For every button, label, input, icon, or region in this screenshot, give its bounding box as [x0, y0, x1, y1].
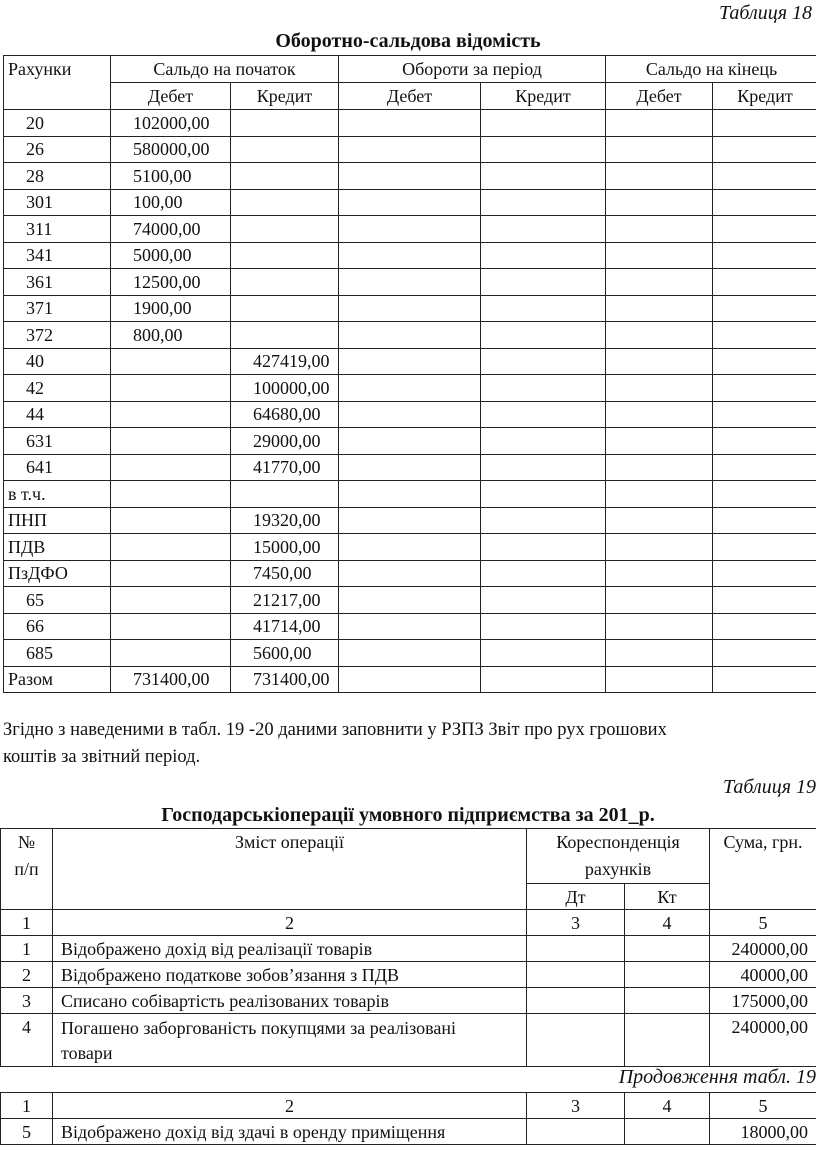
table-row [4, 189, 816, 216]
table-19-label: Таблиця 19 [723, 776, 816, 798]
closing-credit-cell [713, 163, 816, 190]
index-cell: 3 [527, 1093, 625, 1119]
account-cell: 28 [4, 163, 111, 190]
table-18-label: Таблиця 18 [719, 2, 812, 24]
row-dt [527, 1119, 625, 1145]
row-kt [625, 1014, 710, 1067]
table-row [4, 110, 816, 137]
turnover-credit-cell [481, 189, 606, 216]
opening-credit-cell [231, 189, 339, 216]
opening-debit-cell [111, 587, 231, 614]
row-number: 3 [1, 988, 53, 1014]
table-row [4, 401, 816, 428]
index-cell: 1 [1, 1093, 53, 1119]
row-number: 1 [1, 936, 53, 962]
row-content: Відображено дохід від здачі в оренду приміщення [53, 1119, 527, 1145]
turnover-debit-cell [339, 189, 481, 216]
opening-credit-cell: 7450,00 [231, 560, 339, 587]
account-cell: 65 [4, 587, 111, 614]
table-row [4, 507, 816, 534]
table-row [1, 1119, 816, 1145]
closing-debit-cell [606, 613, 713, 640]
closing-credit-cell [713, 110, 816, 137]
index-row [1, 1093, 816, 1119]
header-correspondence-line-2: рахунків [584, 859, 652, 879]
row-content: Відображено податкове зобов’язання з ПДВ [53, 962, 527, 988]
closing-debit-cell [606, 110, 713, 137]
turnover-credit-cell [481, 136, 606, 163]
opening-credit-cell: 21217,00 [231, 587, 339, 614]
instruction-line-1: Згідно з наведеними в табл. 19 -20 даними заповнити у РЗПЗ Звіт про рух грошових [3, 720, 667, 740]
closing-debit-cell [606, 560, 713, 587]
row-number: 2 [1, 962, 53, 988]
closing-credit-cell [713, 401, 816, 428]
turnover-credit-cell [481, 481, 606, 508]
closing-credit-cell [713, 534, 816, 561]
account-cell: ПзДФО [4, 560, 111, 587]
account-cell: ПДВ [4, 534, 111, 561]
opening-debit-cell [111, 375, 231, 402]
opening-credit-cell: 100000,00 [231, 375, 339, 402]
opening-credit-cell [231, 269, 339, 296]
index-cell: 1 [1, 910, 53, 936]
closing-credit-cell [713, 242, 816, 269]
turnover-credit-cell [481, 269, 606, 296]
account-cell: 641 [4, 454, 111, 481]
closing-debit-cell [606, 295, 713, 322]
turnover-credit-cell [481, 348, 606, 375]
table-row [4, 242, 816, 269]
header-correspondence [527, 829, 710, 884]
header-row-1 [1, 829, 816, 884]
account-cell: 26 [4, 136, 111, 163]
account-cell: 685 [4, 640, 111, 667]
closing-debit-cell [606, 507, 713, 534]
closing-debit-cell [606, 401, 713, 428]
header-number [1, 829, 53, 910]
closing-credit-cell [713, 269, 816, 296]
turnover-credit-cell [481, 613, 606, 640]
turnover-debit-cell [339, 640, 481, 667]
account-cell: 371 [4, 295, 111, 322]
row-sum: 18000,00 [710, 1119, 816, 1145]
opening-credit-cell: 427419,00 [231, 348, 339, 375]
opening-debit-cell: 580000,00 [111, 136, 231, 163]
header-row-2 [4, 83, 816, 110]
index-cell: 2 [53, 910, 527, 936]
header-dt: Дт [527, 884, 625, 910]
turnover-debit-cell [339, 401, 481, 428]
index-cell: 3 [527, 910, 625, 936]
turnover-debit-cell [339, 613, 481, 640]
table-row [4, 481, 816, 508]
opening-credit-cell [231, 242, 339, 269]
header-turnover: Обороти за період [339, 56, 606, 83]
turnover-credit-cell [481, 216, 606, 243]
turnover-debit-cell [339, 587, 481, 614]
opening-credit-cell: 731400,00 [231, 666, 339, 693]
row-content: Списано собівартість реалізованих товарів [53, 988, 527, 1014]
account-cell: 20 [4, 110, 111, 137]
header-number-line-1: № [17, 832, 36, 852]
row-number: 5 [1, 1119, 53, 1145]
turnover-credit-cell [481, 242, 606, 269]
header-credit: Кредит [713, 83, 816, 110]
row-content: Відображено дохід від реалізації товарів [53, 936, 527, 962]
closing-debit-cell [606, 534, 713, 561]
row-kt [625, 936, 710, 962]
opening-debit-cell [111, 613, 231, 640]
opening-credit-cell: 41770,00 [231, 454, 339, 481]
header-kt: Кт [625, 884, 710, 910]
row-sum: 240000,00 [710, 1014, 816, 1067]
turnover-credit-cell [481, 163, 606, 190]
table-row [4, 454, 816, 481]
closing-debit-cell [606, 454, 713, 481]
account-cell: 301 [4, 189, 111, 216]
closing-credit-cell [713, 560, 816, 587]
row-kt [625, 962, 710, 988]
turnover-credit-cell [481, 534, 606, 561]
turnover-debit-cell [339, 534, 481, 561]
row-dt [527, 936, 625, 962]
opening-credit-cell: 41714,00 [231, 613, 339, 640]
index-cell: 2 [53, 1093, 527, 1119]
closing-credit-cell [713, 375, 816, 402]
turnover-debit-cell [339, 295, 481, 322]
opening-credit-cell [231, 322, 339, 349]
table-18-title: Оборотно-сальдова відомість [275, 30, 541, 52]
closing-debit-cell [606, 640, 713, 667]
opening-debit-cell [111, 454, 231, 481]
turnover-credit-cell [481, 666, 606, 693]
table-row [1, 936, 816, 962]
account-cell: 44 [4, 401, 111, 428]
table-row [4, 322, 816, 349]
account-cell: 341 [4, 242, 111, 269]
turnover-debit-cell [339, 507, 481, 534]
closing-debit-cell [606, 136, 713, 163]
index-cell: 5 [710, 1093, 816, 1119]
opening-credit-cell: 19320,00 [231, 507, 339, 534]
header-accounts: Рахунки [4, 56, 111, 110]
closing-debit-cell [606, 163, 713, 190]
opening-credit-cell [231, 216, 339, 243]
closing-credit-cell [713, 348, 816, 375]
table-row [4, 348, 816, 375]
table-row [4, 163, 816, 190]
business-operations-continuation-table [0, 1092, 816, 1145]
table-row [4, 375, 816, 402]
opening-debit-cell: 800,00 [111, 322, 231, 349]
opening-debit-cell [111, 481, 231, 508]
table-row [4, 216, 816, 243]
turnover-credit-cell [481, 560, 606, 587]
turnover-debit-cell [339, 163, 481, 190]
turnover-credit-cell [481, 322, 606, 349]
turnover-credit-cell [481, 640, 606, 667]
table-row [4, 587, 816, 614]
turnover-debit-cell [339, 216, 481, 243]
turnover-debit-cell [339, 269, 481, 296]
closing-debit-cell [606, 375, 713, 402]
opening-credit-cell [231, 481, 339, 508]
opening-debit-cell: 74000,00 [111, 216, 231, 243]
turnover-debit-cell [339, 110, 481, 137]
closing-credit-cell [713, 216, 816, 243]
turnover-debit-cell [339, 136, 481, 163]
opening-credit-cell: 15000,00 [231, 534, 339, 561]
opening-debit-cell: 731400,00 [111, 666, 231, 693]
table-19-title: Господарськіоперації умовного підприємства за 201_р. [161, 804, 655, 826]
account-cell: 372 [4, 322, 111, 349]
closing-debit-cell [606, 348, 713, 375]
account-cell: 66 [4, 613, 111, 640]
closing-credit-cell [713, 322, 816, 349]
turnover-debit-cell [339, 242, 481, 269]
opening-debit-cell [111, 348, 231, 375]
turnover-debit-cell [339, 428, 481, 455]
turnover-credit-cell [481, 428, 606, 455]
opening-credit-cell [231, 295, 339, 322]
row-kt [625, 988, 710, 1014]
closing-credit-cell [713, 189, 816, 216]
account-cell: в т.ч. [4, 481, 111, 508]
row-content-line-2: товари [61, 1043, 113, 1063]
account-cell: 40 [4, 348, 111, 375]
opening-debit-cell: 12500,00 [111, 269, 231, 296]
closing-debit-cell [606, 587, 713, 614]
table-row [1, 962, 816, 988]
closing-credit-cell [713, 587, 816, 614]
opening-debit-cell [111, 534, 231, 561]
header-debit: Дебет [339, 83, 481, 110]
table-row [4, 613, 816, 640]
turnover-debit-cell [339, 375, 481, 402]
opening-debit-cell [111, 401, 231, 428]
closing-credit-cell [713, 666, 816, 693]
turnover-debit-cell [339, 348, 481, 375]
row-dt [527, 988, 625, 1014]
closing-credit-cell [713, 428, 816, 455]
opening-credit-cell: 64680,00 [231, 401, 339, 428]
turnover-debit-cell [339, 322, 481, 349]
index-cell: 4 [625, 1093, 710, 1119]
header-credit: Кредит [481, 83, 606, 110]
header-debit: Дебет [111, 83, 231, 110]
closing-debit-cell [606, 481, 713, 508]
account-cell: 311 [4, 216, 111, 243]
closing-debit-cell [606, 189, 713, 216]
closing-debit-cell [606, 269, 713, 296]
opening-debit-cell [111, 507, 231, 534]
row-sum: 40000,00 [710, 962, 816, 988]
table-row [4, 269, 816, 296]
closing-credit-cell [713, 454, 816, 481]
turnover-credit-cell [481, 587, 606, 614]
account-cell: Разом [4, 666, 111, 693]
turnover-credit-cell [481, 375, 606, 402]
opening-debit-cell: 100,00 [111, 189, 231, 216]
index-cell: 5 [710, 910, 816, 936]
opening-credit-cell: 5600,00 [231, 640, 339, 667]
header-credit: Кредит [231, 83, 339, 110]
turnover-credit-cell [481, 454, 606, 481]
turnover-balance-sheet-table [3, 55, 816, 693]
row-dt [527, 962, 625, 988]
row-dt [527, 1014, 625, 1067]
opening-debit-cell: 5000,00 [111, 242, 231, 269]
index-row [1, 910, 816, 936]
index-cell: 4 [625, 910, 710, 936]
opening-credit-cell [231, 163, 339, 190]
header-closing-balance: Сальдо на кінець [606, 56, 816, 83]
opening-debit-cell: 102000,00 [111, 110, 231, 137]
header-row-1 [4, 56, 816, 83]
closing-credit-cell [713, 507, 816, 534]
opening-debit-cell: 5100,00 [111, 163, 231, 190]
table-row [4, 136, 816, 163]
header-sum: Сума, грн. [710, 829, 816, 910]
closing-debit-cell [606, 666, 713, 693]
closing-debit-cell [606, 428, 713, 455]
table-row [4, 295, 816, 322]
closing-credit-cell [713, 640, 816, 667]
row-sum: 240000,00 [710, 936, 816, 962]
row-number: 4 [1, 1014, 53, 1067]
opening-credit-cell: 29000,00 [231, 428, 339, 455]
turnover-debit-cell [339, 666, 481, 693]
closing-credit-cell [713, 136, 816, 163]
business-operations-table [0, 828, 816, 1067]
table-row [4, 640, 816, 667]
turnover-credit-cell [481, 110, 606, 137]
continuation-label: Продовження табл. 19 [618, 1066, 816, 1088]
closing-credit-cell [713, 481, 816, 508]
turnover-debit-cell [339, 560, 481, 587]
turnover-debit-cell [339, 481, 481, 508]
opening-credit-cell [231, 110, 339, 137]
header-correspondence-line-1: Кореспонденція [556, 832, 680, 852]
closing-credit-cell [713, 295, 816, 322]
instruction-paragraph [3, 717, 815, 771]
opening-debit-cell: 1900,00 [111, 295, 231, 322]
closing-debit-cell [606, 216, 713, 243]
row-sum: 175000,00 [710, 988, 816, 1014]
header-content: Зміст операції [53, 829, 527, 910]
turnover-credit-cell [481, 401, 606, 428]
table-row [4, 560, 816, 587]
opening-debit-cell [111, 560, 231, 587]
table-row [4, 428, 816, 455]
turnover-credit-cell [481, 507, 606, 534]
row-content-line-1: Погашено заборгованість покупцями за реалізовані [61, 1018, 457, 1038]
table-row [4, 534, 816, 561]
turnover-credit-cell [481, 295, 606, 322]
account-cell: ПНП [4, 507, 111, 534]
table-row [1, 1014, 816, 1067]
closing-credit-cell [713, 613, 816, 640]
table-row [1, 988, 816, 1014]
account-cell: 42 [4, 375, 111, 402]
header-number-line-2: п/п [14, 859, 39, 879]
account-cell: 361 [4, 269, 111, 296]
header-debit: Дебет [606, 83, 713, 110]
row-kt [625, 1119, 710, 1145]
opening-debit-cell [111, 428, 231, 455]
account-cell: 631 [4, 428, 111, 455]
closing-debit-cell [606, 322, 713, 349]
table-row [4, 666, 816, 693]
header-opening-balance: Сальдо на початок [111, 56, 339, 83]
closing-debit-cell [606, 242, 713, 269]
turnover-debit-cell [339, 454, 481, 481]
row-content [53, 1014, 527, 1067]
opening-credit-cell [231, 136, 339, 163]
opening-debit-cell [111, 640, 231, 667]
instruction-line-2: коштів за звітний період. [3, 747, 201, 767]
